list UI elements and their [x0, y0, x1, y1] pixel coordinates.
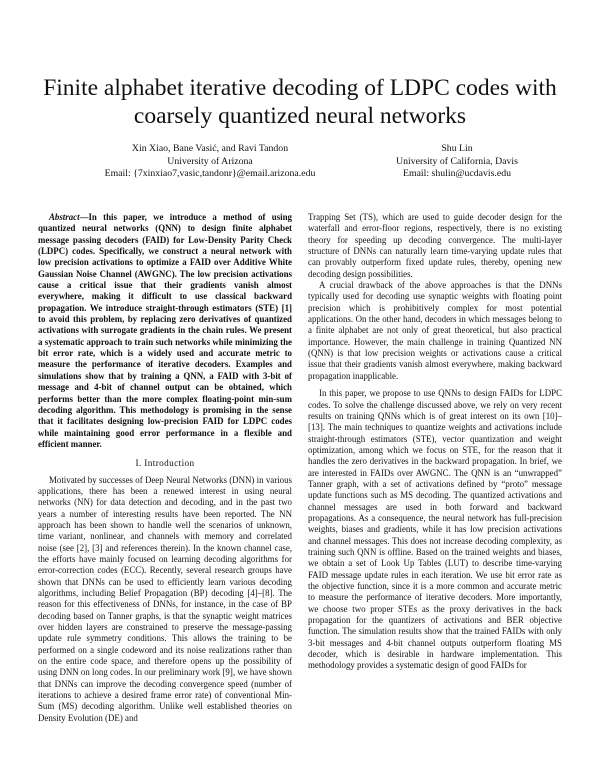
abstract: [38, 212, 292, 450]
author-affiliation: University of Arizona: [167, 155, 253, 167]
author-block-2: [352, 143, 562, 181]
author-email: Email: {7xinxiao7,vasic,tandonr}@email.arizona.edu: [104, 168, 316, 180]
author-names: Xin Xiao, Bane Vasić, and Ravi Tandon: [131, 143, 289, 154]
right-column: [308, 212, 562, 672]
author-block-1: [70, 143, 350, 181]
right-paragraph-2: A crucial drawback of the above approaches is that the DNNs typically used for decoding use synaptic weights with floating point precision which is prohibitively complex for most potential applications. On the other hand, decoders in which messages belong to a finite alphabet are not only of great theoretical, but also practical importance. However, the main challenge in training Quantized NN (QNN) is that low precision weights or activations cause a critical issue that their gradients vanish almost everywhere, making backward propagation inapplicable.: [308, 280, 562, 381]
author-affiliation: University of California, Davis: [396, 155, 518, 167]
intro-paragraph: Motivated by successes of Deep Neural Networks (DNN) in various applications, there has been a renewed interest in using neural networks (NN) for data detection and decoding, and in the past two years a number of interesting results have been reported. The NN approach has been shown to handle well the scenarios of unknown, time variant, nonlinear, and channels with memory and correlated noise (see [2], [3] and references therein). In the known channel case, the efforts have mainly focused on learning decoding algorithms for error-correction codes (ECC). Recently, several research groups have shown that DNNs can be used to efficiently learn various decoding algorithms, including Belief Propagation (BP) decoding [4]–[8]. The reason for this effectiveness of DNNs, for instance, in the case of BP decoding based on Tanner graphs, is that the synaptic weight matrices over hidden layers are constrained to preserve the message-passing update rule symmetry conditions. This allows the training to be performed on a single codeword and its noise realizations rather than on the entire code space, and therefore opens up the possibility of using DNN on long codes. In our preliminary work [9], we have shown that DNNs can improve the decoding convergence speed (number of iterations to achieve a desired frame error rate) of conventional Min-Sum (MS) decoding algorithm. Unlike well established theories on Density Evolution (DE) and: [38, 474, 292, 723]
left-column: [38, 212, 292, 724]
abstract-dash: —: [79, 212, 89, 222]
author-names: Shu Lin: [441, 143, 473, 154]
right-paragraph-1: Trapping Set (TS), which are used to guide decoder design for the waterfall and error-floor regions, respectively, there is no existing theory for speeding up decoding convergence. The multi-layer structure of DNNs can naturally learn time-varying update rules that can provably outperform fixed update rules, thereby, opening new decoding design possibilities.: [308, 212, 562, 279]
section-heading: I. Introduction: [135, 458, 195, 469]
author-email: Email: shulin@ucdavis.edu: [402, 168, 512, 180]
right-paragraph-3: In this paper, we propose to use QNNs to design FAIDs for LDPC codes. To solve the challenge discussed above, we rely on very recent results on training QNNs which is of great interest on its own [10]–[13]. The main techniques to quantize weights and activations include straight-through estimators (STE), vector quantization and weight optimization, among which we focus on STE, for the reason that it handles the zero derivatives in the backward propagation. In brief, we are interested in FAIDs over AWGNC. The QNN is an “unwrapped” Tanner graph, with a set of activations defined by “proto” message update functions such as MS decoding. The quantized activations and channel messages are used in both forward and backward propagations. As a consequence, the neural network has full-precision weights, biases and gradients, while it has low precision activations and channel messages. This does not increase decoding complexity, as training such QNN is offline. Based on the trained weights and biases, we obtain a set of Look Up Tables (LUT) to describe time-varying FAID message update rules in each iteration. We use bit error rate as the objective function, since it is a more common and accurate metric to measure the performance of iterative decoders. More importantly, we choose two proper STEs as the proxy derivatives in the back propagation for the quantizers of activations and BER objective function. The simulation results show that the trained FAIDs with only 3-bit messages and 4-bit channel outputs outperform floating MS decoder, which is desirable in hardware implementation. This methodology provides a systematic design of good FAIDs for: [308, 388, 562, 671]
paper-title: Finite alphabet iterative decoding of LDPC codes with coarsely quantized neural networks: [43, 75, 557, 129]
abstract-label: Abstract: [49, 212, 80, 222]
abstract-text: In this paper, we introduce a method of using quantized neural networks (QNN) to design finite alphabet message passing decoders (FAID) for Low-Density Parity Check (LDPC) codes. Specifically, we construct a neural network with low precision activations to optimize a FAID over Additive White Gaussian Noise Channel (AWGNC). The low precision activations cause a critical issue that their gradients vanish almost everywhere, making it difficult to use classical backward propagation. We introduce straight-through estimators (STE) [1] to avoid this problem, by replacing zero derivatives of quantized activations with surrogate gradients in the chain rules. We present a systematic approach to train such networks while minimizing the bit error rate, which is a widely used and accurate metric to measure the performance of iterative decoders. Examples and simulations show that by training a QNN, a FAID with 3-bit of message and 4-bit of channel output can be obtained, which performs better than the more complex floating-point min-sum decoding algorithm. This methodology is promising in the sense that it facilitates designing low-precision FAID for LDPC codes while maintaining good error performance in a flexible and efficient manner.: [38, 212, 292, 449]
